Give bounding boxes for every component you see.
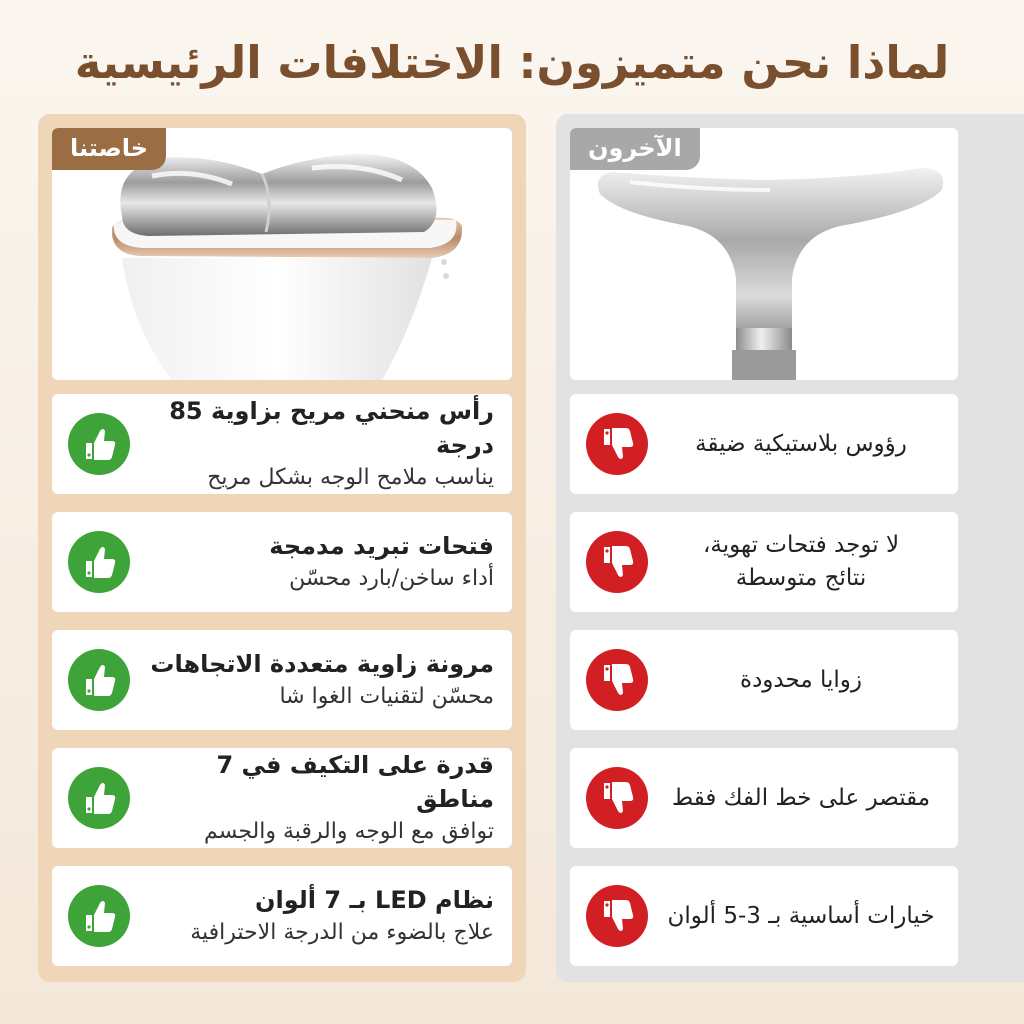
thumbs-up-icon <box>68 649 130 711</box>
thumbs-up-icon <box>68 531 130 593</box>
ours-product-image <box>52 128 512 380</box>
ours-panel <box>38 114 526 982</box>
feature-title: فتحات تبريد مدمجة <box>269 532 494 560</box>
others-panel <box>556 114 1024 982</box>
feature-line: رؤوس بلاستيكية ضيقة <box>695 430 907 457</box>
feature-title: مرونة زاوية متعددة الاتجاهات <box>150 650 494 678</box>
thumbs-down-icon <box>586 649 648 711</box>
ours-feature-text <box>144 866 494 966</box>
thumbs-down-icon <box>586 885 648 947</box>
feature-title: قدرة على التكيف في 7 مناطق <box>216 751 494 813</box>
feature-title: رأس منحني مريح بزاوية 85 درجة <box>169 397 494 459</box>
feature-line: نتائج متوسطة <box>735 565 867 591</box>
others-feature-text <box>662 630 940 730</box>
others-product-image <box>570 128 958 380</box>
thumbs-up-icon <box>68 767 130 829</box>
thumbs-up-icon <box>68 885 130 947</box>
feature-line: مقتصر على خط الفك فقط <box>671 784 931 811</box>
thumbs-down-icon <box>586 413 648 475</box>
feature-line: زوايا محدودة <box>740 666 862 693</box>
thumbs-down-icon <box>586 531 648 593</box>
feature-title: نظام LED بـ 7 ألوان <box>255 886 494 914</box>
ours-feature-row <box>52 630 512 730</box>
others-feature-text <box>662 748 940 848</box>
feature-subtitle: أداء ساخن/بارد محسّن <box>289 566 494 591</box>
page-title: لماذا نحن متميزون: الاختلافات الرئيسية <box>74 36 950 89</box>
ours-feature-text <box>144 630 494 730</box>
ours-badge: خاصتنا <box>52 128 166 170</box>
others-feature-row <box>570 394 958 494</box>
others-feature-row <box>570 748 958 848</box>
others-feature-text <box>662 512 940 612</box>
feature-subtitle: يناسب ملامح الوجه بشكل مريح <box>207 465 494 490</box>
feature-subtitle: علاج بالضوء من الدرجة الاحترافية <box>190 920 494 945</box>
others-badge: الآخرون <box>570 128 700 170</box>
feature-subtitle: محسّن لتقنيات الغوا شا <box>279 684 494 709</box>
others-feature-row <box>570 866 958 966</box>
feature-line: خيارات أساسية بـ 3-5 ألوان <box>667 902 935 929</box>
ours-feature-row <box>52 748 512 848</box>
ours-feature-text <box>144 748 494 848</box>
ours-feature-row <box>52 512 512 612</box>
feature-line: لا توجد فتحات تهوية، <box>702 532 900 558</box>
ours-feature-text <box>144 394 494 494</box>
ours-feature-text <box>144 512 494 612</box>
others-feature-row <box>570 630 958 730</box>
ours-feature-row <box>52 866 512 966</box>
thumbs-up-icon <box>68 413 130 475</box>
others-feature-text <box>662 394 940 494</box>
others-feature-text <box>662 866 940 966</box>
others-feature-row <box>570 512 958 612</box>
thumbs-down-icon <box>586 767 648 829</box>
feature-subtitle: توافق مع الوجه والرقبة والجسم <box>204 819 494 844</box>
ours-feature-row <box>52 394 512 494</box>
